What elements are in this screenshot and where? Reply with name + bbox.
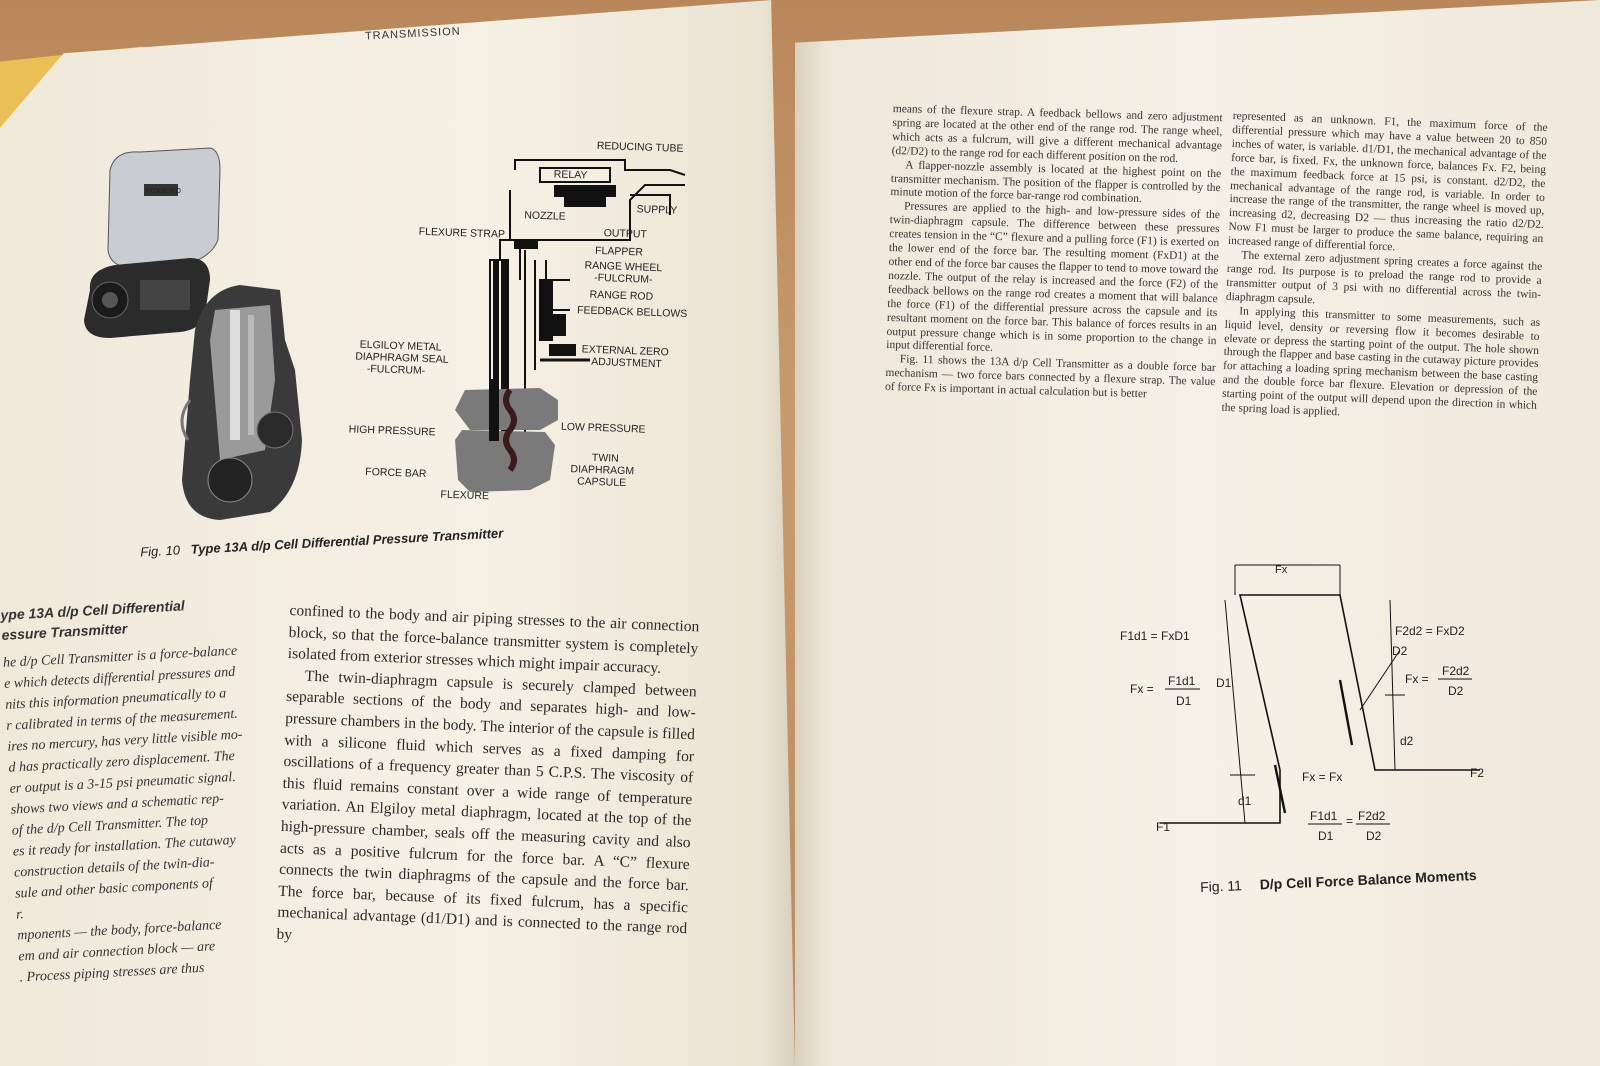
label-force-bar: FORCE BAR bbox=[365, 465, 427, 481]
label-relay: RELAY bbox=[553, 168, 588, 182]
line: shows two views and a schematic rep- bbox=[10, 791, 225, 818]
paragraph: represented as an unknown. F1, the maximum force of the differential pressure which may have a value between 20 to 850 inches of water, is variable. d1/D1, the mechanical advantage of the force bar, is fixed. Fx, the unknown force, balances Fx. F2, being the maximum feedback force at 15 psi, is constant. d2/D2, the mechanical advantage of the range rod, is variable. In order to increase the range of the transmitter, the range wheel is moved up, increasing d2, decreasing D2 — thus increasing the ratio d2/D2. Now F1 must be larger to produce the same balance, requiring an increased range of differential force. bbox=[1227, 110, 1548, 254]
label-elgiloy: ELGILOY METAL bbox=[359, 338, 442, 354]
line: . Process piping stresses are thus bbox=[19, 960, 205, 986]
eq-right-2n: F2d2 bbox=[1442, 664, 1470, 678]
f1-label: F1 bbox=[1156, 820, 1171, 834]
d1-small-label: d1 bbox=[1238, 794, 1252, 808]
eq-right-2a: Fx = bbox=[1405, 672, 1429, 686]
d1-big-label: D1 bbox=[1216, 676, 1232, 690]
figure-10 bbox=[70, 140, 710, 560]
d2-small-label: d2 bbox=[1400, 734, 1414, 748]
eq-left-2d: D1 bbox=[1176, 694, 1192, 708]
label-adjustment: ADJUSTMENT bbox=[591, 355, 663, 371]
label-flexure-strap: FLEXURE STRAP bbox=[418, 225, 506, 241]
label-low-pressure: LOW PRESSURE bbox=[560, 420, 646, 436]
paragraph: Fig. 11 shows the 13A d/p Cell Transmitter as a double force bar mechanism — two force bars connected by a flexure strap. The value of force Fx is important in actual calculation but is better bbox=[884, 353, 1216, 401]
label-feedback-bellows: FEEDBACK BELLOWS bbox=[576, 304, 688, 321]
paragraph: In applying this transmitter to some measurements, such as liquid level, density or reversing flow it becomes desirable to elevate or depress the starting point of the output. The hole shown through the flapper and base casting in the cutaway picture provides for attaching a loading spring mechanism between the base casting and the double force bar flexure. Elevation or depression of the starting point of the output will depend upon the direction in which the spring load is applied. bbox=[1221, 305, 1541, 419]
nameplate-text: FOXBORO bbox=[146, 188, 182, 195]
bottom-eq: = bbox=[1346, 814, 1354, 828]
label-diaphragm-seal: DIAPHRAGM SEAL bbox=[355, 350, 449, 366]
bottom-d1: D1 bbox=[1318, 829, 1334, 843]
paragraph: The external zero adjustment spring creates a force against the range rod. Its purpose is to preload the range rod to provide a transmitter output of 3 psi with no differential across the twin-diaphragm capsule. bbox=[1225, 249, 1543, 307]
figure-11 bbox=[1120, 555, 1540, 855]
left-column-2 bbox=[276, 600, 700, 962]
section-heading-line-1: ype 13A d/p Cell Differential bbox=[0, 597, 186, 623]
right-column-1 bbox=[885, 103, 1223, 404]
left-column-1-text bbox=[3, 638, 305, 988]
label-flapper: FLAPPER bbox=[594, 244, 644, 259]
label-range-wheel-fulcrum: -FULCRUM- bbox=[593, 271, 653, 286]
line: ires no mercury, has very little visible mo- bbox=[7, 727, 243, 755]
label-supply: SUPPLY bbox=[636, 203, 678, 217]
bottom-n1: F1d1 bbox=[1310, 809, 1338, 823]
eq-left-2n: F1d1 bbox=[1168, 674, 1196, 688]
bottom-d2: D2 bbox=[1366, 829, 1382, 843]
line: es it ready for installation. The cutaway bbox=[12, 832, 237, 860]
label-range-wheel: RANGE WHEEL bbox=[584, 259, 663, 275]
line: r. bbox=[15, 907, 25, 923]
paragraph: means of the flexure strap. A feedback bellows and zero adjustment spring are located at the other end of the range rod. The range wheel, which acts as a fulcrum, will give a different mechanical advantage (d2/D2) to the range rod for each different position on the rod. bbox=[891, 103, 1223, 165]
label-flexure: FLEXURE bbox=[440, 488, 490, 503]
paragraph: The twin-diaphragm capsule is securely clamped between separable sections of the body and separates high- and low-pressure chambers in the body. The interior of the capsule is filled with a silicone fluid which serves as a fixed damping for oscillations of a frequency greater than 5 C.P.S. The viscosity of this fluid remains constant over a wide range of temperature variation. An Elgiloy metal diaphragm, located at the top of the high-pressure chamber, seals off the measuring cavity and also acts as a positive fulcrum for the force bar. A “C” flexure connects the twin diaphragms of the capsule and the force bar. The force bar, because of its fixed fulcrum, has a specific mechanical advantage (d1/D1) and is connected to the range rod by bbox=[276, 667, 697, 944]
line: he d/p Cell Transmitter is a force-balance bbox=[2, 643, 238, 671]
line: d has practically zero displacement. The bbox=[8, 748, 236, 776]
fig11-title: D/p Cell Force Balance Moments bbox=[1259, 866, 1477, 893]
label-elgiloy-fulcrum: -FULCRUM- bbox=[366, 362, 426, 377]
line: construction details of the twin-dia- bbox=[13, 855, 215, 881]
paragraph: A flapper-nozzle assembly is located at the highest point on the transmitter mechanism. The position of the flapper is controlled by the minute motion of the force bar-range rod combination. bbox=[890, 158, 1222, 206]
section-heading-line-2: essure Transmitter bbox=[1, 620, 128, 643]
line: r calibrated in terms of the measurement. bbox=[5, 706, 239, 734]
transmitter-photo-top bbox=[84, 148, 220, 338]
label-capsule: CAPSULE bbox=[576, 475, 627, 490]
line: em and air connection block — are bbox=[18, 939, 216, 965]
line: mponents — the body, force-balance bbox=[16, 917, 222, 944]
line: of the d/p Cell Transmitter. The top bbox=[11, 813, 209, 839]
label-twin: TWIN bbox=[591, 451, 619, 465]
line: er output is a 3-15 psi pneumatic signal. bbox=[9, 769, 237, 797]
label-external-zero: EXTERNAL ZERO bbox=[581, 343, 669, 359]
label-nozzle: NOZZLE bbox=[524, 209, 566, 223]
right-column-2 bbox=[1221, 110, 1548, 428]
paragraph: confined to the body and air piping stresses to the air connection block, so that the force-balance transmitter system is completely isolated from exterior stresses which might impair accuracy. bbox=[287, 601, 700, 678]
d2-big-label: D2 bbox=[1392, 644, 1408, 658]
line: e which detects differential pressures and bbox=[3, 664, 236, 692]
eq-left-2a: Fx = bbox=[1130, 682, 1154, 696]
fig10-number: Fig. 10 bbox=[139, 542, 181, 560]
fig11-diagram bbox=[1160, 565, 1480, 823]
bottom-n2: F2d2 bbox=[1358, 809, 1386, 823]
f2-label: F2 bbox=[1470, 766, 1485, 780]
label-high-pressure: HIGH PRESSURE bbox=[348, 423, 436, 439]
left-column-1 bbox=[0, 590, 305, 988]
eq-right-2d: D2 bbox=[1448, 684, 1464, 698]
running-head: TRANSMISSION bbox=[364, 25, 461, 43]
label-reducing-tube: REDUCING TUBE bbox=[596, 140, 684, 155]
transmitter-cutaway-photo bbox=[182, 285, 302, 520]
label-range-rod: RANGE ROD bbox=[589, 288, 654, 303]
fx-eq-label: Fx = Fx bbox=[1302, 770, 1343, 784]
eq-right-1: F2d2 = FxD2 bbox=[1395, 624, 1465, 638]
fig11-number: Fig. 11 bbox=[1199, 877, 1243, 896]
fig10-title: Type 13A d/p Cell Differential Pressure Transmitter bbox=[190, 525, 504, 557]
fx-top-label: Fx bbox=[1275, 564, 1288, 576]
label-output: OUTPUT bbox=[603, 227, 648, 241]
eq-left-1: F1d1 = FxD1 bbox=[1120, 629, 1190, 643]
line: sule and other basic components of bbox=[14, 876, 214, 902]
paragraph: Pressures are applied to the high- and low-pressure sides of the twin-diaphragm capsule. The difference between these pressures creates tension in the “C” flexure and a pulling force (F1) is exerted on the lower end of the force bar. The resulting moment (FxD1) at the other end of the force bar causes the flapper to tend to move toward the nozzle. The output of the relay is increased and the force (F2) of the feedback bellows on the range rod creates a moment that will balance the force (F1) of the differential pressure across the capsule and its resultant moment on the force bar. This balance of forces results in an output pressure change which is in some proportion to the change in input differential force. bbox=[886, 200, 1221, 355]
label-diaphragm: DIAPHRAGM bbox=[570, 463, 635, 478]
line: nits this information pneumatically to a bbox=[4, 686, 227, 713]
